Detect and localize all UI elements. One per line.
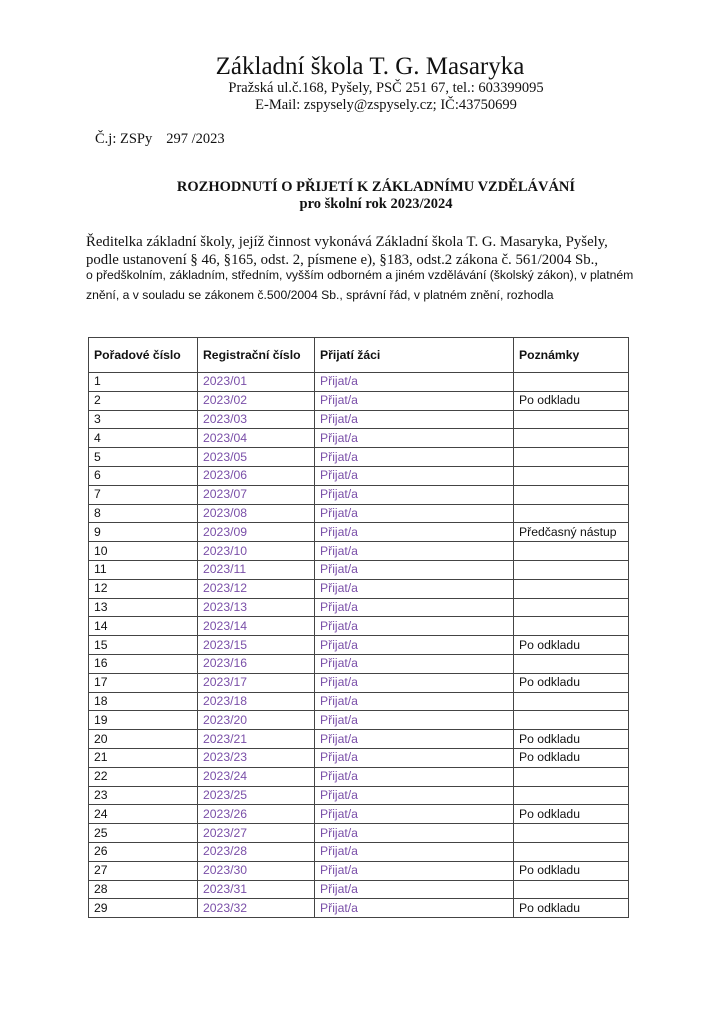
- order-number-cell: 5: [89, 448, 198, 467]
- note-cell: [514, 842, 629, 861]
- table-row: [89, 899, 629, 918]
- table-row: [89, 598, 629, 617]
- reference-prefix: Č.j: ZSPy: [95, 131, 153, 147]
- admission-status-cell: Přijat/a: [315, 560, 514, 579]
- order-number-cell: 26: [89, 842, 198, 861]
- order-number-cell: 27: [89, 861, 198, 880]
- order-number-cell: 1: [89, 373, 198, 392]
- registration-number-cell: 2023/17: [198, 673, 315, 692]
- note-cell: [514, 654, 629, 673]
- admission-status-cell: Přijat/a: [315, 466, 514, 485]
- header-order-number: Pořadové číslo: [89, 338, 198, 373]
- admission-status-cell: Přijat/a: [315, 579, 514, 598]
- order-number-cell: 23: [89, 786, 198, 805]
- admission-status-cell: Přijat/a: [315, 504, 514, 523]
- order-number-cell: 20: [89, 730, 198, 749]
- table-row: [89, 617, 629, 636]
- order-number-cell: 15: [89, 636, 198, 655]
- registration-number-cell: 2023/15: [198, 636, 315, 655]
- order-number-cell: 28: [89, 880, 198, 899]
- order-number-cell: 2: [89, 391, 198, 410]
- registration-number-cell: 2023/03: [198, 410, 315, 429]
- table-row: [89, 748, 629, 767]
- note-cell: [514, 485, 629, 504]
- registration-number-cell: 2023/18: [198, 692, 315, 711]
- header-registration-number: Registrační číslo: [198, 338, 315, 373]
- note-cell: Po odkladu: [514, 636, 629, 655]
- table-row: [89, 767, 629, 786]
- admission-status-cell: Přijat/a: [315, 373, 514, 392]
- order-number-cell: 25: [89, 824, 198, 843]
- admission-status-cell: Přijat/a: [315, 692, 514, 711]
- admission-status-cell: Přijat/a: [315, 899, 514, 918]
- admission-status-cell: Přijat/a: [315, 842, 514, 861]
- order-number-cell: 9: [89, 523, 198, 542]
- table-row: [89, 786, 629, 805]
- admission-status-cell: Přijat/a: [315, 880, 514, 899]
- admission-status-cell: Přijat/a: [315, 448, 514, 467]
- table-row: [89, 523, 629, 542]
- note-cell: Po odkladu: [514, 805, 629, 824]
- admission-status-cell: Přijat/a: [315, 617, 514, 636]
- school-address: Pražská ul.č.168, Pyšely, PSČ 251 67, tel.: 603399095: [228, 80, 544, 96]
- note-cell: [514, 824, 629, 843]
- note-cell: [514, 880, 629, 899]
- admission-status-cell: Přijat/a: [315, 654, 514, 673]
- registration-number-cell: 2023/05: [198, 448, 315, 467]
- table-row: [89, 391, 629, 410]
- note-cell: Po odkladu: [514, 861, 629, 880]
- order-number-cell: 19: [89, 711, 198, 730]
- note-cell: [514, 711, 629, 730]
- admission-status-cell: Přijat/a: [315, 711, 514, 730]
- intro-line-3: o předškolním, základním, středním, vyšším odborném a jiném vzdělávání (školský zákon), v platném: [86, 268, 634, 282]
- registration-number-cell: 2023/09: [198, 523, 315, 542]
- table-row: [89, 861, 629, 880]
- table-row: [89, 824, 629, 843]
- admission-status-cell: Přijat/a: [315, 391, 514, 410]
- registration-number-cell: 2023/32: [198, 899, 315, 918]
- order-number-cell: 6: [89, 466, 198, 485]
- document-subtitle: pro školní rok 2023/2024: [299, 196, 453, 212]
- note-cell: [514, 617, 629, 636]
- admission-status-cell: Přijat/a: [315, 485, 514, 504]
- table-header-row: [89, 338, 629, 373]
- admission-status-cell: Přijat/a: [315, 786, 514, 805]
- registration-number-cell: 2023/12: [198, 579, 315, 598]
- note-cell: [514, 410, 629, 429]
- note-cell: [514, 767, 629, 786]
- order-number-cell: 7: [89, 485, 198, 504]
- table-row: [89, 504, 629, 523]
- table-row: [89, 542, 629, 561]
- order-number-cell: 21: [89, 748, 198, 767]
- admission-status-cell: Přijat/a: [315, 748, 514, 767]
- school-name: Základní škola T. G. Masaryka: [215, 53, 525, 80]
- note-cell: Po odkladu: [514, 748, 629, 767]
- registration-number-cell: 2023/02: [198, 391, 315, 410]
- registration-number-cell: 2023/16: [198, 654, 315, 673]
- table-row: [89, 466, 629, 485]
- order-number-cell: 17: [89, 673, 198, 692]
- intro-line-1: Ředitelka základní školy, jejíž činnost vykonává Základní škola T. G. Masaryka, Pyšely,: [86, 234, 608, 250]
- header-admitted-pupils: Přijatí žáci: [315, 338, 514, 373]
- order-number-cell: 10: [89, 542, 198, 561]
- registration-number-cell: 2023/24: [198, 767, 315, 786]
- registration-number-cell: 2023/20: [198, 711, 315, 730]
- admission-status-cell: Přijat/a: [315, 824, 514, 843]
- order-number-cell: 12: [89, 579, 198, 598]
- table-row: [89, 429, 629, 448]
- registration-number-cell: 2023/14: [198, 617, 315, 636]
- table-body: [89, 373, 629, 918]
- registration-number-cell: 2023/30: [198, 861, 315, 880]
- order-number-cell: 4: [89, 429, 198, 448]
- admission-status-cell: Přijat/a: [315, 410, 514, 429]
- order-number-cell: 3: [89, 410, 198, 429]
- document-title: ROZHODNUTÍ O PŘIJETÍ K ZÁKLADNÍMU VZDĚLÁVÁNÍ: [176, 179, 576, 195]
- table-row: [89, 842, 629, 861]
- registration-number-cell: 2023/11: [198, 560, 315, 579]
- table-row: [89, 448, 629, 467]
- intro-line-2: podle ustanovení § 46, §165, odst. 2, písmene e), §183, odst.2 zákona č. 561/2004 Sb.,: [86, 252, 599, 268]
- note-cell: [514, 504, 629, 523]
- table-row: [89, 880, 629, 899]
- registration-number-cell: 2023/23: [198, 748, 315, 767]
- order-number-cell: 24: [89, 805, 198, 824]
- registration-number-cell: 2023/26: [198, 805, 315, 824]
- table-row: [89, 730, 629, 749]
- order-number-cell: 22: [89, 767, 198, 786]
- table-row: [89, 636, 629, 655]
- registration-number-cell: 2023/27: [198, 824, 315, 843]
- note-cell: [514, 429, 629, 448]
- admission-status-cell: Přijat/a: [315, 542, 514, 561]
- table-row: [89, 485, 629, 504]
- note-cell: [514, 598, 629, 617]
- note-cell: [514, 466, 629, 485]
- note-cell: Po odkladu: [514, 391, 629, 410]
- registration-number-cell: 2023/01: [198, 373, 315, 392]
- order-number-cell: 29: [89, 899, 198, 918]
- table-row: [89, 579, 629, 598]
- admission-status-cell: Přijat/a: [315, 767, 514, 786]
- note-cell: Po odkladu: [514, 730, 629, 749]
- table-row: [89, 711, 629, 730]
- note-cell: Po odkladu: [514, 673, 629, 692]
- registration-number-cell: 2023/08: [198, 504, 315, 523]
- reference-value: 297 /2023: [166, 131, 225, 147]
- admission-status-cell: Přijat/a: [315, 861, 514, 880]
- note-cell: [514, 373, 629, 392]
- table-row: [89, 410, 629, 429]
- order-number-cell: 13: [89, 598, 198, 617]
- order-number-cell: 14: [89, 617, 198, 636]
- school-contact: E-Mail: zspysely@zspysely.cz; IČ:43750699: [255, 97, 517, 113]
- admission-status-cell: Přijat/a: [315, 730, 514, 749]
- admission-status-cell: Přijat/a: [315, 598, 514, 617]
- note-cell: [514, 579, 629, 598]
- header-notes: Poznámky: [514, 338, 629, 373]
- order-number-cell: 16: [89, 654, 198, 673]
- registration-number-cell: 2023/25: [198, 786, 315, 805]
- registration-number-cell: 2023/28: [198, 842, 315, 861]
- registration-number-cell: 2023/07: [198, 485, 315, 504]
- table-row: [89, 373, 629, 392]
- registration-number-cell: 2023/21: [198, 730, 315, 749]
- note-cell: [514, 786, 629, 805]
- registration-number-cell: 2023/10: [198, 542, 315, 561]
- table-row: [89, 692, 629, 711]
- order-number-cell: 11: [89, 560, 198, 579]
- admission-status-cell: Přijat/a: [315, 429, 514, 448]
- table-row: [89, 654, 629, 673]
- order-number-cell: 18: [89, 692, 198, 711]
- admission-status-cell: Přijat/a: [315, 805, 514, 824]
- registration-number-cell: 2023/06: [198, 466, 315, 485]
- admission-table: [88, 337, 629, 918]
- table-row: [89, 673, 629, 692]
- reference-number: [95, 131, 225, 148]
- admission-status-cell: Přijat/a: [315, 636, 514, 655]
- table-row: [89, 805, 629, 824]
- note-cell: [514, 692, 629, 711]
- registration-number-cell: 2023/31: [198, 880, 315, 899]
- intro-line-4: znění, a v souladu se zákonem č.500/2004 Sb., správní řád, v platném znění, rozhodla: [86, 288, 554, 302]
- table-row: [89, 560, 629, 579]
- note-cell: [514, 560, 629, 579]
- admission-status-cell: Přijat/a: [315, 523, 514, 542]
- note-cell: Předčasný nástup: [514, 523, 629, 542]
- registration-number-cell: 2023/04: [198, 429, 315, 448]
- registration-number-cell: 2023/13: [198, 598, 315, 617]
- note-cell: Po odkladu: [514, 899, 629, 918]
- order-number-cell: 8: [89, 504, 198, 523]
- admission-status-cell: Přijat/a: [315, 673, 514, 692]
- note-cell: [514, 542, 629, 561]
- note-cell: [514, 448, 629, 467]
